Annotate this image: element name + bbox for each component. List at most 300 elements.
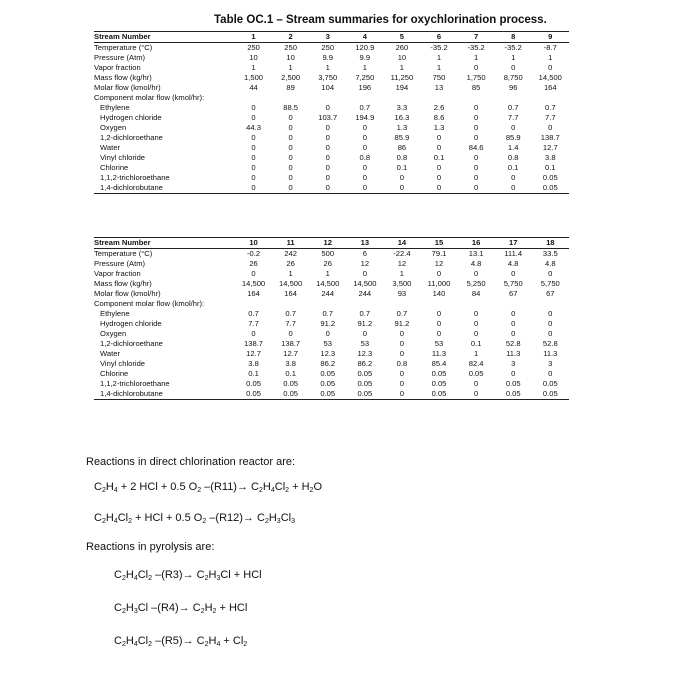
- pressure-value: 4.8: [545, 259, 556, 269]
- component-value: 0: [399, 329, 405, 339]
- subscript: 2: [200, 608, 205, 615]
- subscript: 2: [101, 518, 106, 525]
- component-value: 0: [362, 123, 367, 133]
- vapor-fraction-value: 0: [436, 269, 442, 279]
- component-value: 0: [251, 133, 256, 143]
- component-label: 1,4-dichlorobutane: [94, 183, 235, 194]
- component-value: 84.6: [468, 143, 484, 153]
- pyrolysis-heading: Reactions in pyrolysis are:: [86, 541, 215, 553]
- formula-text: Cl: [137, 569, 149, 581]
- temperature-value: 6: [362, 249, 367, 259]
- component-value: 7.7: [507, 113, 519, 123]
- formula-text: H: [125, 635, 134, 647]
- component-value: 7.7: [248, 319, 259, 329]
- mass-flow-value: 14,500: [353, 279, 377, 289]
- component-value: 3: [548, 359, 553, 369]
- formula-text: Cl: [280, 512, 292, 524]
- subscript: 2: [121, 608, 126, 615]
- component-value: 0.7: [507, 103, 519, 113]
- reaction-arrow: –(R4)→: [148, 602, 193, 614]
- formula-text: H: [125, 569, 134, 581]
- component-value: 0: [436, 329, 442, 339]
- pressure-label: Pressure (Atm): [94, 53, 146, 63]
- component-value: 0: [436, 163, 442, 173]
- component-label: Chlorine: [100, 369, 129, 379]
- pressure-value: 26: [249, 259, 258, 269]
- temperature-value: -22.4: [393, 249, 411, 259]
- component-value: 0.05: [283, 379, 299, 389]
- reaction-r3: [114, 569, 262, 582]
- component-label: Hydrogen chloride: [100, 319, 162, 329]
- component-value: 1: [473, 349, 479, 359]
- stream-number-value: 1: [235, 32, 272, 43]
- mass-flow-value: 14,500: [316, 279, 340, 289]
- component-value: 0: [420, 183, 457, 194]
- component-flows-value: [235, 299, 272, 309]
- table-row: [94, 259, 569, 269]
- temperature-value: 111.4: [504, 249, 523, 259]
- component-value: 0: [511, 123, 516, 133]
- vapor-fraction-value: 0: [548, 63, 553, 73]
- table-row: [94, 73, 569, 83]
- table-row: [94, 153, 569, 163]
- component-value: 0.8: [359, 153, 371, 163]
- component-value: 0: [399, 349, 405, 359]
- vapor-fraction-value: 1: [325, 63, 330, 73]
- temperature-value: 120.9: [355, 43, 375, 53]
- table-row: [94, 369, 569, 379]
- component-value: 0: [436, 319, 442, 329]
- component-value: 138.7: [281, 339, 301, 349]
- table-row: [94, 319, 569, 329]
- component-flows-value: [420, 93, 457, 103]
- mass-flow-value: 11,000: [427, 279, 451, 289]
- formula-text: C: [94, 512, 102, 524]
- temperature-label: Temperature (°C): [94, 249, 153, 259]
- component-value: 0: [473, 153, 479, 163]
- reaction-arrow: –(R11)→: [201, 481, 252, 493]
- stream-number-value: 8: [495, 32, 532, 43]
- pressure-value: 1: [436, 53, 442, 63]
- component-value: 0: [473, 309, 479, 319]
- subscript: 2: [309, 487, 314, 494]
- subscript: 3: [133, 608, 138, 615]
- formula-text: Cl: [274, 481, 286, 493]
- component-flows-value: [532, 299, 569, 309]
- component-value: 0.05: [495, 389, 532, 400]
- subscript: 3: [291, 518, 295, 525]
- subscript: 2: [258, 487, 263, 494]
- formula-text: Cl: [137, 602, 149, 614]
- component-value: 0: [473, 329, 479, 339]
- vapor-fraction-value: 1: [251, 63, 256, 73]
- component-flows-value: [383, 93, 420, 103]
- stream-number-value: 3: [309, 32, 346, 43]
- component-flows-value: [495, 299, 532, 309]
- component-label: Ethylene: [100, 103, 130, 113]
- subscript: 2: [128, 518, 133, 525]
- component-value: 12.7: [246, 349, 261, 359]
- reaction-r12: [94, 512, 295, 525]
- molar-flow-value: 84: [471, 289, 481, 299]
- mass-flow-value: 5,750: [540, 279, 560, 289]
- component-flows-value: [495, 93, 532, 103]
- component-flows-value: [458, 93, 495, 103]
- mass-flow-value: 2,500: [281, 73, 301, 83]
- temperature-value: 250: [247, 43, 260, 53]
- component-flows-value: [272, 299, 309, 309]
- subscript: 2: [264, 518, 269, 525]
- mass-flow-value: 7,250: [355, 73, 375, 83]
- pressure-value: 26: [323, 259, 332, 269]
- component-value: 0: [325, 143, 330, 153]
- formula-text: C: [251, 481, 259, 493]
- component-label: 1,1,2-trichloroethane: [100, 173, 170, 183]
- direct-chlorination-heading: Reactions in direct chlorination reactor are:: [86, 456, 296, 468]
- component-value: 3.8: [248, 359, 259, 369]
- vapor-fraction-value: 0: [511, 269, 516, 279]
- subscript: 2: [148, 575, 153, 582]
- table-row: [94, 43, 569, 54]
- component-value: 0: [288, 173, 293, 183]
- component-value: 0: [362, 163, 367, 173]
- formula-text: Cl: [137, 635, 149, 647]
- molar-flow-value: 196: [358, 83, 372, 93]
- molar-flow-label: Molar flow (kmol/hr): [94, 289, 161, 299]
- vapor-fraction-value: 0: [511, 63, 516, 73]
- table-row: [94, 339, 569, 349]
- mass-flow-label: Mass flow (kg/hr): [94, 279, 152, 289]
- component-value: 0: [511, 329, 516, 339]
- component-label: Hydrogen chloride: [100, 113, 162, 123]
- mass-flow-value: 14,500: [279, 279, 303, 289]
- component-value: 0: [288, 113, 293, 123]
- component-flows-value: [235, 93, 272, 103]
- component-value: 52.8: [542, 339, 558, 349]
- pressure-value: 12: [360, 259, 370, 269]
- table-row: [94, 113, 569, 123]
- component-value: 0: [383, 389, 420, 400]
- stream-number-value: 14: [383, 238, 420, 249]
- component-value: 11.3: [506, 349, 521, 359]
- component-value: 53: [323, 339, 332, 349]
- component-value: 0: [251, 113, 256, 123]
- component-value: 0: [346, 183, 383, 194]
- component-value: 0: [325, 163, 330, 173]
- component-value: 85.4: [431, 359, 447, 369]
- component-flows-value: [532, 93, 569, 103]
- component-value: 0.1: [248, 369, 259, 379]
- component-label: Oxygen: [100, 123, 127, 133]
- table-row: [94, 163, 569, 173]
- component-value: 0: [325, 103, 330, 113]
- stream-number-value: 7: [458, 32, 495, 43]
- temperature-value: 250: [321, 43, 335, 53]
- table-row: [94, 183, 569, 194]
- component-value: 0.7: [359, 103, 371, 113]
- vapor-fraction-value: 1: [399, 63, 405, 73]
- pressure-value: 1: [548, 53, 553, 63]
- component-flows-label: Component molar flow (kmol/hr):: [94, 299, 205, 309]
- component-value: 0: [548, 309, 553, 319]
- component-label: Ethylene: [100, 309, 130, 319]
- molar-flow-value: 104: [321, 83, 335, 93]
- component-value: 16.3: [394, 113, 410, 123]
- component-value: 0.05: [431, 369, 447, 379]
- component-value: 0: [473, 113, 479, 123]
- component-value: 1.4: [507, 143, 519, 153]
- subscript: 3: [216, 575, 221, 582]
- table-row: [94, 309, 569, 319]
- vapor-fraction-value: 1: [362, 63, 367, 73]
- component-value: 0: [251, 153, 256, 163]
- stream-table-2: [94, 237, 569, 400]
- component-value: 12.7: [283, 349, 299, 359]
- component-value: 0: [362, 143, 367, 153]
- component-value: 0.1: [396, 163, 408, 173]
- component-value: 0: [251, 143, 256, 153]
- mass-flow-value: 1,750: [466, 73, 486, 83]
- table-row: [94, 93, 569, 103]
- component-value: 0.1: [470, 339, 482, 349]
- component-flows-value: [309, 93, 346, 103]
- table-row: [94, 389, 569, 400]
- table-row: [94, 83, 569, 93]
- component-value: 0: [325, 133, 330, 143]
- component-value: 1.3: [433, 123, 445, 133]
- component-value: 0.05: [431, 379, 447, 389]
- component-value: 53: [434, 339, 444, 349]
- component-value: 103.7: [318, 113, 338, 123]
- component-value: 7.7: [545, 113, 556, 123]
- vapor-fraction-value: 0: [362, 269, 367, 279]
- component-value: 8.6: [433, 113, 445, 123]
- formula-text: C: [94, 481, 102, 493]
- pressure-value: 10: [249, 53, 258, 63]
- formula-text: H: [262, 481, 271, 493]
- mass-flow-value: 750: [432, 73, 446, 83]
- temperature-value: 250: [284, 43, 297, 53]
- stream-number-value: 9: [532, 32, 569, 43]
- component-value: 0.05: [532, 183, 569, 194]
- component-value: 0.7: [285, 309, 296, 319]
- temperature-value: -35.2: [430, 43, 448, 53]
- reaction-arrow: –(R3)→: [152, 569, 197, 581]
- formula-text: + 2 HCl + 0.5 O: [117, 481, 198, 493]
- component-value: 0.05: [505, 379, 521, 389]
- table-row: [94, 123, 569, 133]
- component-value: 0: [362, 329, 367, 339]
- pressure-value: 10: [397, 53, 407, 63]
- component-value: 0.05: [468, 369, 484, 379]
- component-label: Vinyl chloride: [100, 359, 146, 369]
- component-value: 85.9: [505, 133, 521, 143]
- component-value: 0: [436, 173, 442, 183]
- molar-flow-value: 244: [358, 289, 372, 299]
- vapor-fraction-label: Vapor fraction: [94, 269, 141, 279]
- pressure-value: 10: [286, 53, 295, 63]
- pressure-value: 1: [473, 53, 479, 63]
- component-value: 0.05: [532, 389, 569, 400]
- table-row: [94, 269, 569, 279]
- stream-table-1: [94, 31, 569, 194]
- component-value: 82.4: [468, 359, 484, 369]
- subscript: 2: [101, 487, 106, 494]
- molar-flow-value: 13: [434, 83, 444, 93]
- molar-flow-value: 67: [546, 289, 555, 299]
- component-value: 0: [511, 319, 516, 329]
- component-label: 1,1,2-trichloroethane: [100, 379, 170, 389]
- temperature-value: -35.2: [504, 43, 522, 53]
- component-value: 12.3: [357, 349, 373, 359]
- component-value: 12.7: [542, 143, 558, 153]
- component-value: 0.05: [357, 379, 373, 389]
- component-value: 0: [473, 173, 479, 183]
- component-value: 0.05: [320, 379, 336, 389]
- component-value: 3.8: [545, 153, 556, 163]
- component-value: 138.7: [244, 339, 264, 349]
- component-value: 0: [362, 133, 367, 143]
- mass-flow-value: 5,750: [503, 279, 523, 289]
- component-label: Water: [100, 349, 120, 359]
- molar-flow-value: 140: [432, 289, 446, 299]
- pressure-label: Pressure (Atm): [94, 259, 146, 269]
- temperature-value: 500: [321, 249, 335, 259]
- subscript: 2: [285, 487, 290, 494]
- vapor-fraction-value: 1: [288, 269, 293, 279]
- subscript: 2: [204, 641, 209, 648]
- table-row: [94, 238, 569, 249]
- formula-text: H: [208, 635, 217, 647]
- component-label: 1,2-dichloroethane: [100, 133, 163, 143]
- temperature-value: 260: [395, 43, 409, 53]
- component-label: 1,2-dichloroethane: [100, 339, 163, 349]
- component-value: 3.8: [285, 359, 296, 369]
- subscript: 2: [197, 487, 202, 494]
- component-value: 0: [548, 329, 553, 339]
- vapor-fraction-value: 0: [548, 269, 553, 279]
- component-value: 0.05: [420, 389, 457, 400]
- component-value: 0.05: [346, 389, 383, 400]
- component-value: 11.3: [431, 349, 447, 359]
- vapor-fraction-label: Vapor fraction: [94, 63, 141, 73]
- temperature-label: Temperature (°C): [94, 43, 153, 53]
- component-value: 7.7: [285, 319, 296, 329]
- formula-text: Cl + HCl: [220, 569, 262, 581]
- component-value: 0: [473, 379, 479, 389]
- reaction-arrow: –(R12)→: [206, 512, 257, 524]
- component-value: 44.3: [246, 123, 261, 133]
- stream-number-value: 18: [532, 238, 569, 249]
- formula-text: + H: [289, 481, 310, 493]
- component-value: 0: [458, 389, 495, 400]
- component-flows-value: [458, 299, 495, 309]
- stream-number-value: 17: [495, 238, 532, 249]
- component-value: 0: [399, 173, 405, 183]
- stream-number-value: 13: [346, 238, 383, 249]
- mass-flow-label: Mass flow (kg/hr): [94, 73, 152, 83]
- vapor-fraction-value: 0: [473, 269, 479, 279]
- component-value: 86.2: [357, 359, 373, 369]
- molar-flow-label: Molar flow (kmol/hr): [94, 83, 161, 93]
- table-row: [94, 329, 569, 339]
- formula-text: + Cl: [220, 635, 244, 647]
- mass-flow-value: 1,500: [244, 73, 264, 83]
- table-row: [94, 289, 569, 299]
- table-row: [94, 379, 569, 389]
- formula-text: H: [105, 512, 114, 524]
- component-flows-value: [309, 299, 346, 309]
- component-value: 0.05: [357, 369, 373, 379]
- molar-flow-value: 85: [471, 83, 481, 93]
- formula-text: Cl: [117, 512, 129, 524]
- table-row: [94, 143, 569, 153]
- subscript: 4: [216, 641, 221, 648]
- temperature-value: -0.2: [247, 249, 261, 259]
- table-title: Table OC.1 – Stream summaries for oxychlorination process.: [214, 14, 547, 26]
- component-value: 91.2: [320, 319, 336, 329]
- vapor-fraction-value: 0: [473, 63, 479, 73]
- component-label: Vinyl chloride: [100, 153, 146, 163]
- component-value: 0: [325, 173, 330, 183]
- component-value: 0.05: [246, 379, 261, 389]
- component-value: 86: [397, 143, 407, 153]
- component-value: 0: [251, 173, 256, 183]
- component-value: 138.7: [540, 133, 560, 143]
- molar-flow-value: 67: [508, 289, 518, 299]
- component-value: 0.1: [285, 369, 296, 379]
- component-value: 88.5: [283, 103, 299, 113]
- subscript: 4: [113, 487, 118, 494]
- vapor-fraction-value: 0: [251, 269, 256, 279]
- temperature-value: -35.2: [467, 43, 485, 53]
- component-value: 52.8: [505, 339, 521, 349]
- formula-text: + HCl + 0.5 O: [132, 512, 203, 524]
- component-value: 0: [288, 123, 293, 133]
- component-value: 0: [383, 183, 420, 194]
- table-row: [94, 359, 569, 369]
- component-value: 0.8: [507, 153, 519, 163]
- table-row: [94, 32, 569, 43]
- table-row: [94, 299, 569, 309]
- subscript: 2: [243, 641, 248, 648]
- table-row: [94, 133, 569, 143]
- component-label: Water: [100, 143, 120, 153]
- component-value: 2.6: [433, 103, 445, 113]
- component-value: 0: [548, 319, 553, 329]
- reaction-r4: [114, 602, 247, 615]
- component-value: 0.05: [542, 379, 558, 389]
- mass-flow-value: 11,250: [390, 73, 414, 83]
- component-value: 0: [399, 379, 405, 389]
- table-row: [94, 349, 569, 359]
- component-value: 0: [251, 103, 256, 113]
- stream-number-value: 4: [346, 32, 383, 43]
- table-row: [94, 103, 569, 113]
- subscript: 2: [202, 518, 207, 525]
- table-row: [94, 53, 569, 63]
- component-value: 0: [325, 329, 330, 339]
- formula-text: C: [114, 635, 122, 647]
- subscript: 2: [121, 575, 126, 582]
- subscript: 3: [276, 518, 281, 525]
- vapor-fraction-value: 1: [399, 269, 405, 279]
- component-value: 0: [325, 123, 330, 133]
- pressure-value: 1: [511, 53, 516, 63]
- subscript: 2: [204, 575, 209, 582]
- molar-flow-value: 244: [321, 289, 335, 299]
- component-value: 0.1: [507, 163, 519, 173]
